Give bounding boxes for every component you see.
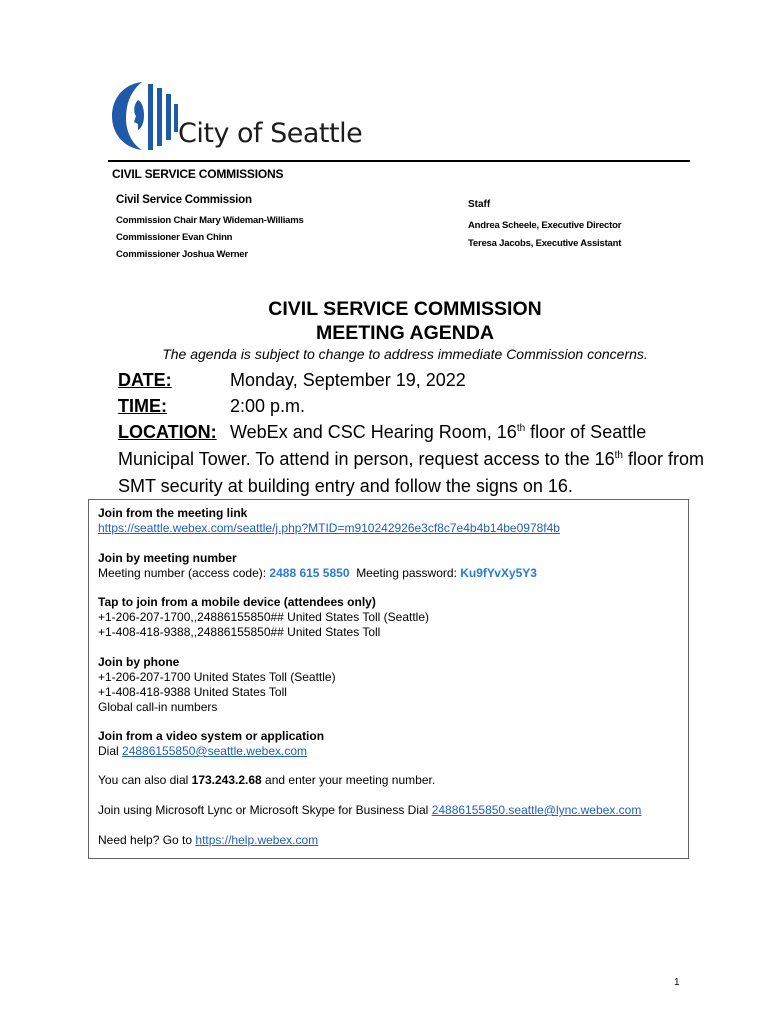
location-line-3: SMT security at building entry and follow the signs on 16.	[118, 476, 573, 496]
location-line-2: Municipal Tower. To attend in person, request access to the 16th floor from	[118, 449, 705, 469]
agenda-title-line1: CIVIL SERVICE COMMISSION	[268, 298, 542, 320]
location-sup-1: th	[516, 423, 526, 434]
lync-row: Join using Microsoft Lync or Microsoft Skype for Business Dial 24886155850.seattle@lync.webex.com	[98, 803, 642, 817]
agenda-disclaimer: The agenda is subject to change to address immediate Commission concerns.	[162, 346, 648, 362]
member-commissioner-1: Commissioner Evan Chinn	[116, 232, 233, 243]
page-number: 1	[674, 977, 680, 988]
seattle-seal-icon	[112, 82, 178, 150]
staff-list	[468, 199, 621, 253]
date-label: DATE:	[118, 370, 172, 390]
agenda-title-line2: MEETING AGENDA	[315, 322, 495, 344]
phone-heading: Join by phone	[98, 655, 180, 669]
location-sup-2: th	[614, 450, 623, 461]
staff-heading: Staff	[468, 199, 491, 210]
time-label: TIME:	[118, 396, 167, 416]
meeting-link[interactable]: https://seattle.webex.com/seattle/j.php?MTID=m910242926e3cf8c7e4b4b14be0978f4b	[98, 521, 560, 535]
mobile-number-1: +1-206-207-1700,,24886155850## United States Toll (Seattle)	[98, 610, 430, 624]
logo-wordmark: City of Seattle	[178, 118, 363, 149]
commission-heading: Civil Service Commission	[116, 194, 252, 206]
help-row: Need help? Go to https://help.webex.com	[98, 833, 319, 847]
phone-number-1: +1-206-207-1700 United States Toll (Seattle)	[98, 670, 336, 684]
date-row	[118, 369, 466, 391]
mobile-heading: Tap to join from a mobile device (attendees only)	[98, 595, 376, 609]
location-label: LOCATION:	[118, 422, 217, 442]
join-link-heading: Join from the meeting link	[98, 506, 248, 520]
location-row	[118, 421, 646, 443]
time-value: 2:00 p.m.	[230, 396, 306, 416]
ip-address: 173.243.2.68	[191, 773, 262, 787]
member-chair: Commission Chair Mary Wideman-Williams	[116, 215, 304, 226]
join-number-heading: Join by meeting number	[98, 551, 237, 565]
phone-number-2: +1-408-418-9388 United States Toll	[98, 685, 287, 699]
time-row	[118, 395, 305, 417]
help-link[interactable]: https://help.webex.com	[195, 833, 319, 847]
mobile-number-2: +1-408-418-9388,,24886155850## United States Toll	[98, 625, 381, 639]
commission-members	[116, 194, 304, 263]
global-numbers: Global call-in numbers	[98, 700, 218, 714]
header-divider	[108, 160, 690, 162]
staff-assistant: Teresa Jacobs, Executive Assistant	[468, 238, 622, 249]
video-dial-link[interactable]: 24886155850@seattle.webex.com	[122, 744, 307, 758]
lync-link[interactable]: 24886155850.seattle@lync.webex.com	[431, 803, 642, 817]
org-title: CIVIL SERVICE COMMISSIONS	[112, 167, 284, 181]
ip-dial-row: You can also dial 173.243.2.68 and enter your meeting number.	[98, 773, 436, 787]
location-text-b: floor of Seattle	[525, 422, 647, 442]
meeting-password: Ku9fYvXy5Y3	[460, 566, 537, 580]
video-heading: Join from a video system or application	[98, 729, 325, 743]
staff-director: Andrea Scheele, Executive Director	[468, 220, 622, 231]
member-commissioner-2: Commissioner Joshua Werner	[116, 249, 248, 260]
date-value: Monday, September 19, 2022	[230, 370, 466, 390]
meeting-number: 2488 615 5850	[269, 566, 350, 580]
location-text-a: WebEx and CSC Hearing Room, 16	[230, 422, 517, 442]
meeting-number-row: Meeting number (access code): 2488 615 5850 Meeting password: Ku9fYvXy5Y3	[98, 566, 537, 580]
video-dial-row: Dial 24886155850@seattle.webex.com	[98, 744, 307, 758]
